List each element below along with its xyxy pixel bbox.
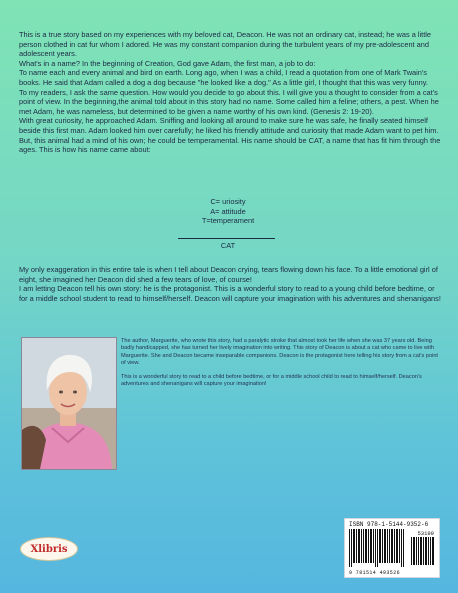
outro-paragraph: My only exaggeration in this entire tale is when I tell about Deacon crying, tears flowing down his face. To a little emotional girl of eight, she imagined her Deacon did shed a few tears of love, of course! bbox=[19, 265, 438, 284]
barcode-bars-icon bbox=[349, 529, 409, 567]
author-portrait-illustration bbox=[22, 338, 116, 469]
intro-paragraph: To my readers, I ask the same question. How would you decide to go about this. I will give you a thought to consider from a cat's point of view. In the beginning,the animal told about in this story had no name. Some called him a feline; others, a pest. When he met Adam, he was nameless, but determined to be given a name worthy of his own kind. (Genesis 2: 19-20). bbox=[19, 87, 439, 116]
author-photo bbox=[21, 337, 117, 470]
intro-text bbox=[19, 30, 443, 155]
publisher-logo bbox=[20, 537, 78, 561]
outro-paragraph: I am letting Deacon tell his own story: he is the protagonist. This is a wonderful story to read to a young child before bedtime, or for a middle school student to read to himself/herself. Deacon will capture your imagination with his adventures and shenanigans! bbox=[19, 284, 441, 303]
price-code: 53199 bbox=[417, 530, 434, 537]
publisher-logo-text: Xlibris bbox=[30, 543, 68, 555]
acrostic-word: CAT bbox=[220, 241, 236, 250]
bio-paragraph: This is a wonderful story to read to a child before bedtime, or for a middle school child to read to himself/herself. Deacon's adventures and shenanigans will capture your imagination! bbox=[121, 374, 422, 388]
barcode bbox=[344, 518, 440, 578]
intro-paragraph: With great curiosity, he approached Adam. Sniffing and looking all around to make sure he was safe, he finally seated himself beside this first man. Adam looked him over carefully; he liked his friendly attitude and curiosity that made Adam want to pet him. But, this animal had a mind of his own; he could be temperamental. His name should be CAT, a name that has fit him through the ages. This is how his name came about: bbox=[19, 116, 441, 155]
acrostic-line: C= uriosity bbox=[210, 197, 246, 206]
intro-paragraph: To name each and every animal and bird on earth. Long ago, when I was a child, I read a quotation from one of Mark Twain's books. He said that Adam called a dog a dog because "he looked like a dog." As a little girl, I thought that this was very funny. bbox=[19, 68, 428, 87]
acrostic-divider bbox=[178, 238, 275, 239]
price-barcode-icon bbox=[411, 537, 435, 565]
isbn-label: ISBN 978-1-5144-9352-6 bbox=[349, 521, 429, 528]
acrostic-line: T=temperament bbox=[201, 216, 255, 226]
barcode-digits: 9 781514 493526 bbox=[349, 570, 401, 576]
acrostic-line: A= attitude bbox=[210, 206, 246, 216]
intro-paragraph: This is a true story based on my experiences with my beloved cat, Deacon. He was not an ordinary cat, instead; he was a little person clothed in cat fur whom I adored. He was my constant companion during the turbulent years of my pre-adolescent and adolescent years. bbox=[19, 30, 432, 59]
outro-text bbox=[19, 265, 443, 303]
bio-paragraph: The author, Marguerite, who wrote this story, had a paralytic stroke that almost took her life when she was 37 years old. Being badly handicapped, she has turned her lively imagination into writing. This story of Deacon is about a cat who came to live with Marguerite. She and Deacon became inseparable companions. Deacon is the protagonist here telling his story from a cat's point of view. bbox=[121, 338, 438, 366]
cat-acrostic bbox=[178, 197, 278, 226]
intro-paragraph: What's in a name? In the beginning of Creation, God gave Adam, the first man, a job to do: bbox=[19, 58, 316, 68]
author-bio bbox=[121, 338, 443, 396]
